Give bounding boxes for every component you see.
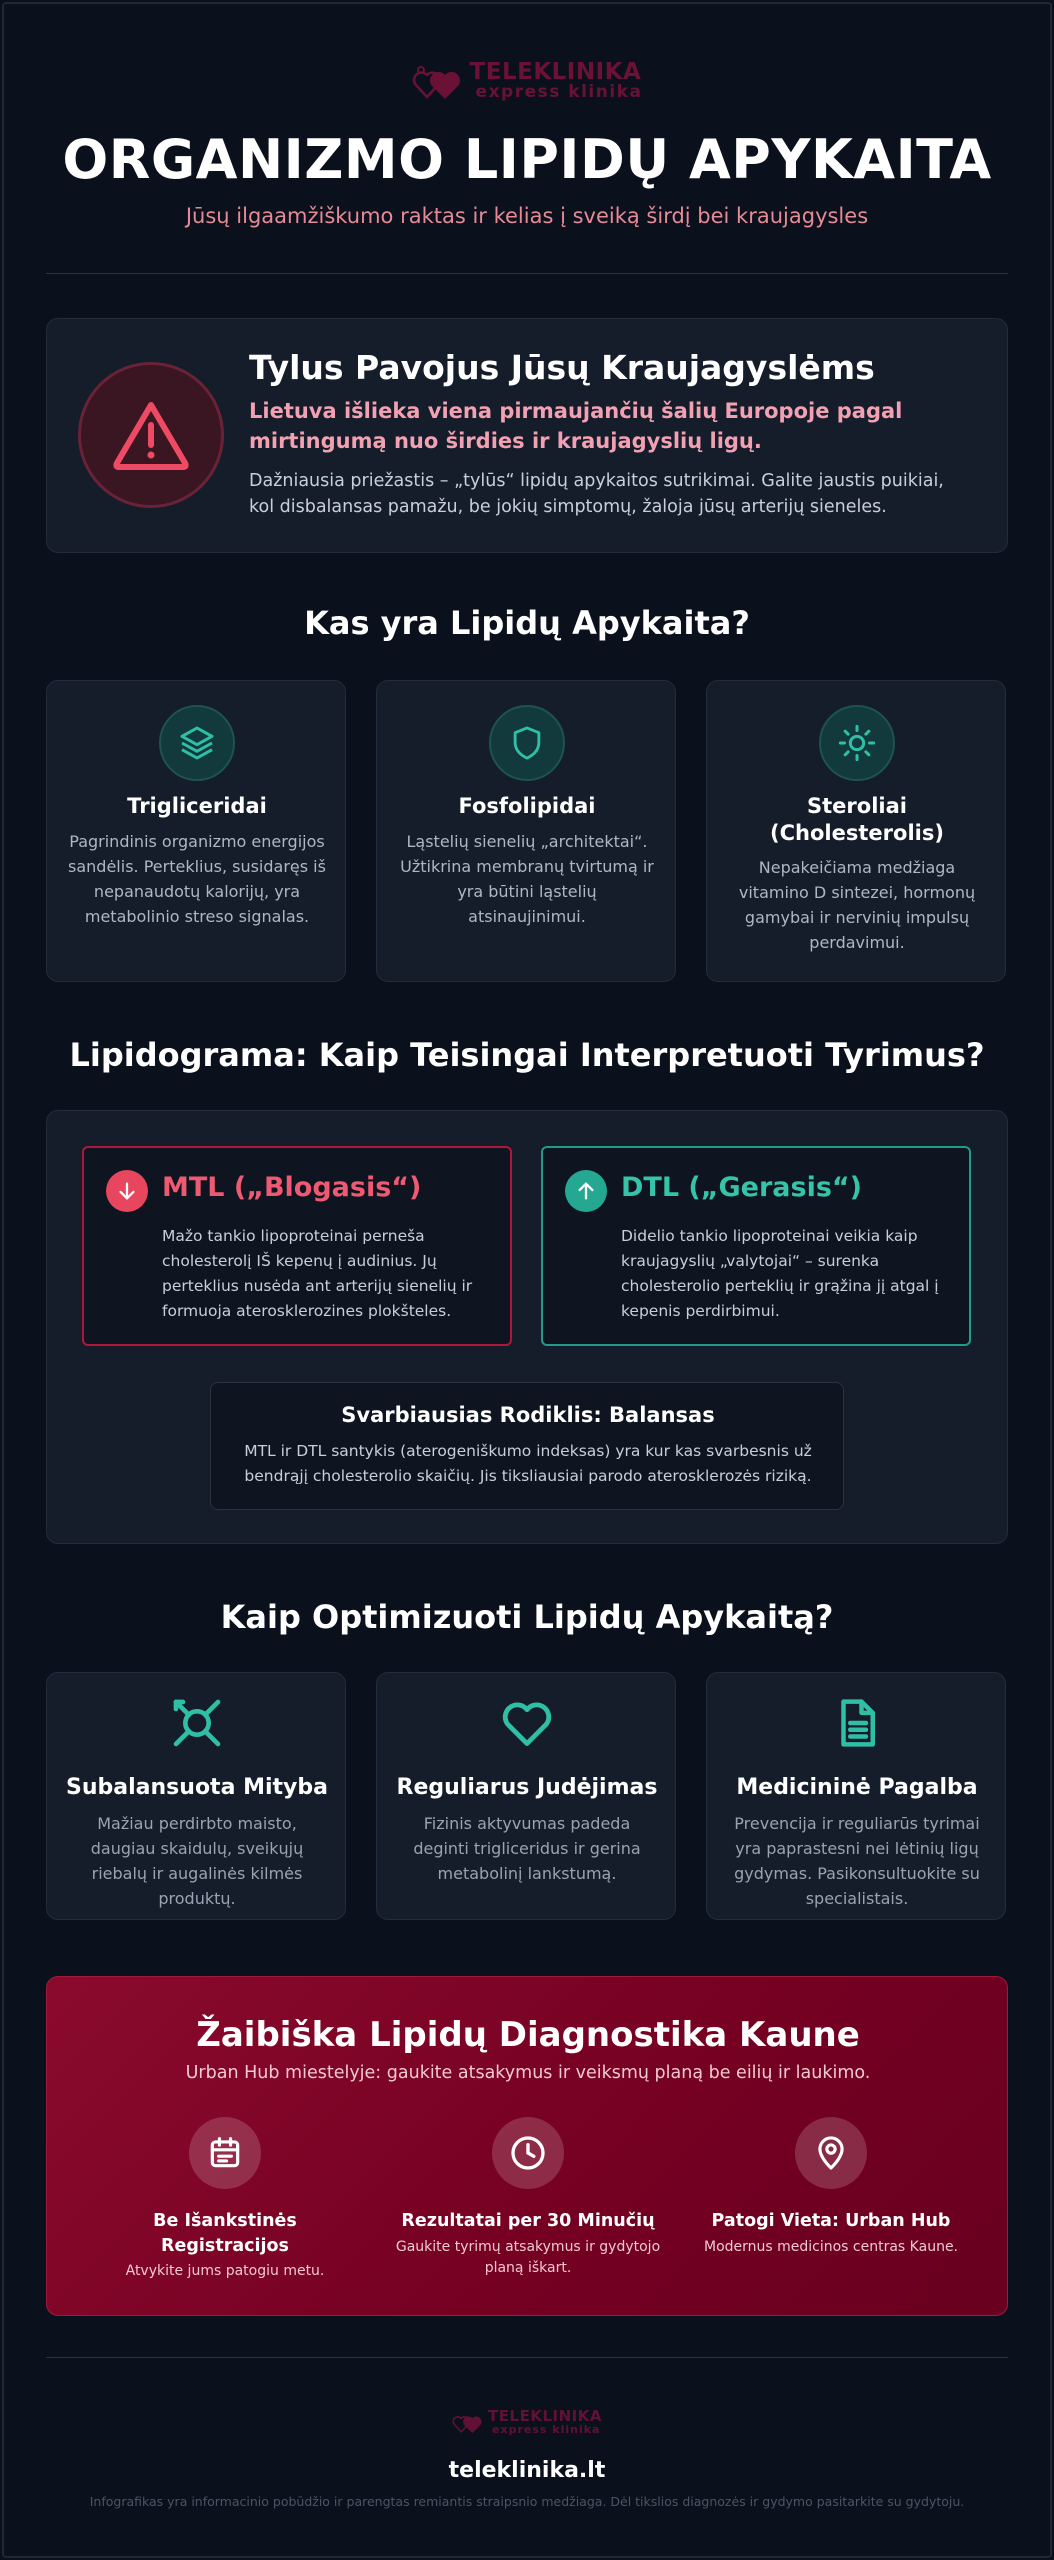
clock-icon xyxy=(508,2133,548,2173)
optimize-card-exercise xyxy=(376,1672,676,1920)
page-subtitle: Jūsų ilgaamžiškumo raktas ir kelias į sveiką širdį bei kraujagysles xyxy=(185,204,869,228)
balance-text: MTL ir DTL santykis (aterogeniškumo indeksas) yra kur kas svarbesnis už bendrąjį cholesterolio skaičių. Jis tiksliausiai parodo aterosklerozės riziką. xyxy=(244,1442,812,1485)
danger-text: Dažniausia priežastis – „tylūs“ lipidų apykaitos sutrikimai. Galite jaustis puikiai, kol disbalansas pamažu, be jokių simptomų, žaloja jūsų arterijų sieneles. xyxy=(249,471,944,517)
map-pin-icon xyxy=(812,2134,850,2172)
optimize-name: Medicininė Pagalba xyxy=(736,1775,978,1800)
calendar-icon xyxy=(206,2134,244,2172)
balance-box xyxy=(210,1382,844,1510)
logo-hearts-icon xyxy=(452,2409,484,2435)
hdl-text: Didelio tankio lipoproteinai veikia kaip kraujagyslių „valytojai“ – surenka cholesterolio perteklių ir grąžina jį atgal į kepenis perdirbimui. xyxy=(621,1227,939,1320)
arrow-down-icon xyxy=(116,1180,138,1202)
warning-triangle-icon xyxy=(111,399,191,471)
cta-item-name: Patogi Vieta: Urban Hub xyxy=(711,2211,951,2231)
arrow-up-icon xyxy=(575,1180,597,1202)
logo-hearts-icon xyxy=(412,61,464,101)
page-title: ORGANIZMO LIPIDŲ APYKAITA xyxy=(62,128,992,191)
optimize-desc: Fizinis aktyvumas padeda deginti trigliceridus ir gerina metabolinį lankstumą. xyxy=(413,1814,641,1883)
logo-sub-text: express klinika xyxy=(475,82,643,102)
optimize-desc: Prevencija ir reguliarūs tyrimai yra paprastesni nei lėtinių ligų gydymas. Pasikonsultuokite su specialistais. xyxy=(734,1814,980,1908)
cta-item-desc: Modernus medicinos centras Kaune. xyxy=(703,2239,959,2255)
cta-item-desc: Atvykite jums patogiu metu. xyxy=(125,2263,325,2279)
heart-icon xyxy=(498,1694,556,1752)
logo-main-text: TELEKLINIKA xyxy=(469,59,642,85)
warning-badge xyxy=(78,362,224,508)
ldl-title: MTL („Blogasis“) xyxy=(162,1172,422,1203)
document-icon xyxy=(830,1696,884,1750)
optimize-desc: Mažiau perdirbto maisto, daugiau skaidulų, sveikųjų riebalų ir augalinės kilmės produktų. xyxy=(90,1814,304,1908)
layers-icon xyxy=(177,723,217,763)
hdl-box xyxy=(541,1146,971,1346)
header-logo[interactable] xyxy=(0,58,1054,104)
footer-logo[interactable] xyxy=(0,2406,1054,2438)
hdl-title: DTL („Gerasis“) xyxy=(621,1172,863,1203)
shield-icon xyxy=(508,724,546,762)
sun-icon xyxy=(837,723,877,763)
type-card-sterols xyxy=(706,680,1006,982)
footer-logo-sub: express klinika xyxy=(492,2423,601,2436)
footer-logo-main: TELEKLINIKA xyxy=(488,2407,602,2425)
type-desc: Pagrindinis organizmo energijos sandėlis. Perteklius, susidaręs iš nepanaudotų kalorijų, yra metabolinio streso signalas. xyxy=(68,832,326,926)
ldl-text: Mažo tankio lipoproteinai perneša cholesterolį IŠ kepenų į audinius. Jų perteklius nusėda ant arterijų sienelių ir formuoja aterosklerozines plokšteles. xyxy=(162,1227,473,1320)
type-name: Fosfolipidai xyxy=(458,794,596,818)
cta-item-desc: Gaukite tyrimų atsakymus ir gydytojo planą iškart. xyxy=(395,2239,661,2276)
optimize-name: Subalansuota Mityba xyxy=(66,1775,328,1800)
balance-title: Svarbiausias Rodiklis: Balansas xyxy=(341,1403,715,1427)
food-icon xyxy=(169,1695,225,1751)
cta-subtitle: Urban Hub miestelyje: gaukite atsakymus ir veiksmų planą be eilių ir laukimo. xyxy=(185,2063,871,2083)
cta-banner[interactable] xyxy=(46,1976,1008,2316)
type-name: Trigliceridai xyxy=(127,794,267,818)
cta-item-name: Rezultatai per 30 Minučių xyxy=(401,2211,655,2231)
ldl-box xyxy=(82,1146,512,1346)
danger-title: Tylus Pavojus Jūsų Kraujagyslėms xyxy=(249,348,875,387)
type-name: Steroliai (Cholesterolis) xyxy=(770,794,944,845)
cta-title: Žaibiška Lipidų Diagnostika Kaune xyxy=(196,2015,860,2055)
footer-divider xyxy=(46,2357,1008,2358)
optimize-card-medical xyxy=(706,1672,1006,1920)
header-divider xyxy=(46,273,1008,274)
type-desc: Ląstelių sienelių „architektai“. Užtikrina membranų tvirtumą ir yra būtini ląstelių atsinaujinimui. xyxy=(400,832,654,926)
website-link[interactable]: teleklinika.lt xyxy=(448,2458,606,2483)
optimize-title: Kaip Optimizuoti Lipidų Apykaitą? xyxy=(220,1598,834,1636)
optimize-card-nutrition xyxy=(46,1672,346,1920)
type-card-phospholipids xyxy=(376,680,676,982)
lipidogram-title: Lipidograma: Kaip Teisingai Interpretuoti Tyrimus? xyxy=(69,1036,985,1074)
type-desc: Nepakeičiama medžiaga vitamino D sintezei, hormonų gamybai ir nervinių impulsų perdavimui. xyxy=(738,858,976,952)
what-is-title: Kas yra Lipidų Apykaita? xyxy=(304,604,750,642)
optimize-name: Reguliarus Judėjimas xyxy=(396,1775,658,1800)
disclaimer: Infografikas yra informacinio pobūdžio ir parengtas remiantis straipsnio medžiaga. Dėl tikslios diagnozės ir gydymo pasitarkite su gydytoju. xyxy=(89,2494,965,2509)
cta-item-name: Be Išankstinės Registracijos xyxy=(153,2211,297,2256)
danger-lead: Lietuva išlieka viena pirmaujančių šalių Europoje pagal mirtingumą nuo širdies ir kraujagyslių ligų. xyxy=(249,399,903,453)
type-card-triglycerides xyxy=(46,680,346,982)
